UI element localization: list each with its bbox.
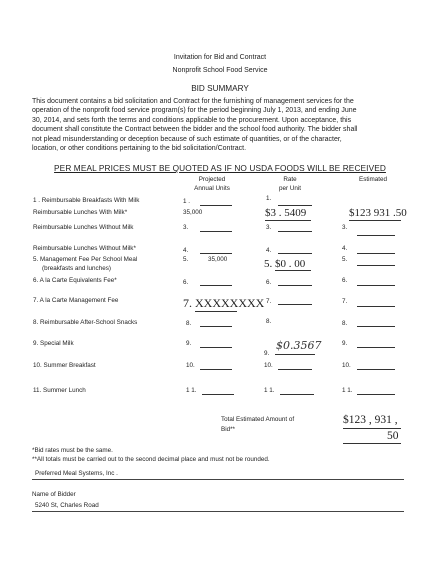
rate-value: 5. $0 . 00 [264, 258, 306, 270]
rate-number: 6. [266, 279, 272, 286]
units-header-1: Projected [198, 176, 226, 183]
units-value: 35,000 [208, 256, 228, 263]
footnote-2: **All totals must be carried out to the second decimal place and must not be rounded. [32, 456, 270, 463]
units-blank[interactable] [200, 205, 232, 206]
intro-line: 30, 2014, and sets forth the terms and conditions applicable to the procurement. Upon acceptance, this [32, 116, 352, 124]
units-blank[interactable] [200, 347, 232, 348]
units-blank[interactable] [195, 311, 237, 312]
intro-line: not plead misunderstanding or deception because of such estimate of quantities, or of the character, [32, 135, 342, 143]
rate-blank[interactable] [278, 369, 312, 370]
estimated-blank[interactable] [357, 394, 395, 395]
units-blank[interactable] [202, 394, 234, 395]
intro-line: This document contains a bid solicitation and Contract for the furnishing of management services for the [32, 98, 354, 105]
units-number: 3. [183, 224, 189, 231]
units-blank[interactable] [200, 326, 232, 327]
estimated-blank[interactable] [357, 285, 395, 286]
estimated-blank[interactable] [349, 220, 401, 221]
units-number: 4. [183, 247, 189, 254]
total-blank-1[interactable] [343, 428, 401, 429]
row-label-lunch-with-milk: Reimbursable Lunches With Milk* [33, 209, 128, 216]
total-blank-2[interactable] [343, 443, 401, 444]
row-label-after-school-snacks: 8. Reimbursable After-School Snacks [33, 319, 138, 326]
rate-blank[interactable] [278, 253, 312, 254]
estimated-number: 7. [342, 298, 348, 305]
rate-header-1: Rate [283, 176, 297, 183]
row-label-a-la-carte-management: 7. A la Carte Management Fee [33, 297, 119, 304]
estimated-number: 8. [342, 320, 348, 327]
row-label-lunch-without-milk-star: Reimbursable Lunches Without Milk* [33, 245, 136, 252]
intro-paragraph [32, 97, 357, 153]
rate-number: 1. [266, 195, 272, 202]
estimated-blank[interactable] [357, 369, 395, 370]
estimated-blank[interactable] [357, 265, 395, 266]
estimated-number: 10. [342, 362, 351, 369]
units-blank[interactable] [200, 369, 232, 370]
rate-blank[interactable] [278, 285, 312, 286]
rate-header-2: per Unit [278, 185, 302, 192]
total-value-line-2: 50 [387, 430, 399, 442]
estimated-number: 1 1. [342, 387, 353, 394]
row-label-a-la-carte-equivalents: 6. A la Carte Equivalents Fee* [33, 277, 117, 284]
rate-number: 3. [266, 224, 272, 231]
units-value: 35,000 [183, 209, 203, 216]
estimated-number: 6. [342, 277, 348, 284]
rate-blank[interactable] [275, 354, 315, 355]
estimated-blank[interactable] [357, 253, 395, 254]
rate-blank[interactable] [278, 231, 312, 232]
units-number: 6. [183, 279, 189, 286]
rate-blank[interactable] [278, 205, 312, 206]
rate-number: 7. [266, 298, 272, 305]
bidder-company-line[interactable] [32, 479, 404, 480]
row-label-summer-breakfast: 10. Summer Breakfast [33, 362, 96, 369]
rate-blank[interactable] [275, 270, 311, 271]
estimated-blank[interactable] [357, 306, 395, 307]
rate-number: 1 1. [264, 387, 275, 394]
units-number: 10. [186, 362, 195, 369]
header-line-1: Invitation for Bid and Contract [173, 54, 267, 61]
intro-line: document shall constitute the Contract between the bidder and the school food authority. The bidder shall [32, 126, 358, 134]
row-label-management-fee: 5. Management Fee Per School Meal [33, 256, 138, 263]
bidder-address: 5240 St, Charles Road [35, 502, 99, 509]
estimated-value: $123 931 .50 [349, 207, 407, 219]
page-title: BID SUMMARY [191, 84, 249, 93]
row-label-breakfast-with-milk: 1 . Reimbursable Breakfasts With Milk [33, 197, 140, 204]
estimated-blank[interactable] [357, 235, 395, 236]
units-number: 9. [186, 340, 192, 347]
rate-blank[interactable] [265, 220, 311, 221]
units-number: 1 1. [186, 387, 197, 394]
row-label-lunch-without-milk: Reimbursable Lunches Without Milk [33, 224, 134, 231]
rate-blank[interactable] [278, 304, 312, 305]
estimated-number: 9. [342, 340, 348, 347]
rate-value: $3 . 5409 [265, 207, 307, 219]
total-label-2: Bid** [221, 426, 236, 433]
header-line-2: Nonprofit School Food Service [172, 67, 268, 74]
units-number: 8. [186, 320, 192, 327]
units-blank[interactable] [200, 253, 232, 254]
bidder-company: Preferred Meal Systems, Inc . [35, 470, 118, 477]
usda-notice: PER MEAL PRICES MUST BE QUOTED AS IF NO USDA FOODS WILL BE RECEIVED [54, 163, 386, 173]
estimated-number: 5. [342, 256, 348, 263]
footnote-1: *Bid rates must be the same. [32, 447, 113, 454]
rate-number: 9. [264, 350, 270, 357]
units-value: 7. XXXXXXXX [183, 296, 265, 310]
rate-value: $0.3567 [276, 339, 322, 352]
intro-line: operation of the nonprofit food service program(s) for the period beginning July 1, 2013, and ending June [32, 107, 357, 115]
units-blank[interactable] [200, 285, 232, 286]
intro-line: location, or other conditions pertaining to the bid solicitation/Contract. [32, 145, 247, 153]
row-label-special-milk: 9. Special Milk [33, 340, 74, 347]
rate-number: 8. [266, 318, 272, 325]
units-header-2: Annual Units [194, 185, 230, 192]
row-label-summer-lunch: 11. Summer Lunch [33, 387, 86, 394]
bidder-address-line[interactable] [32, 511, 404, 512]
rate-number: 4. [266, 247, 272, 254]
estimated-blank[interactable] [357, 326, 395, 327]
estimated-header: Estimated [359, 176, 387, 183]
bidder-name-label: Name of Bidder [32, 491, 76, 498]
rate-blank[interactable] [280, 394, 314, 395]
units-blank[interactable] [200, 231, 232, 232]
estimated-number: 3. [342, 224, 348, 231]
estimated-blank[interactable] [357, 347, 395, 348]
units-number: 5. [183, 256, 189, 263]
row-label-management-fee-sub: (breakfasts and lunches) [42, 265, 111, 272]
rate-number: 10. [264, 362, 273, 369]
total-value-line-1: $123 , 931 , [343, 414, 398, 426]
units-number: 1 . [183, 198, 191, 205]
estimated-number: 4. [342, 245, 348, 252]
total-label-1: Total Estimated Amount of [221, 416, 295, 423]
